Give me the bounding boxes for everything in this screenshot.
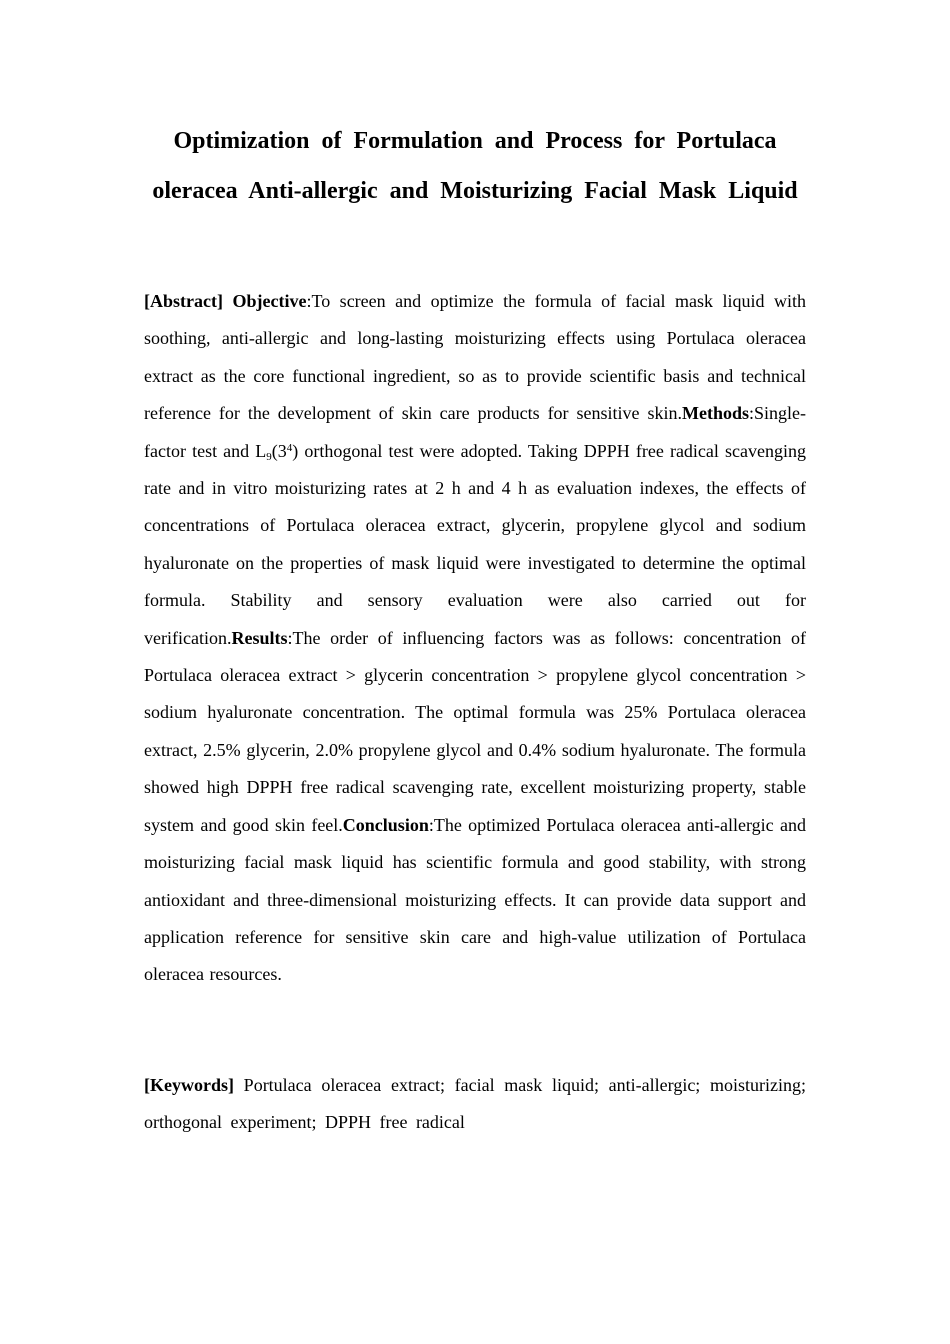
methods-text-after: ) orthogonal test were adopted. Taking DPPH free radical scavenging rate and in vitro moisturizing rates at 2 h and 4 h as evaluation indexes, the effects of concentrations of Portulaca oleracea extract, glycerin, propylene glycol and sodium hyaluronate on the properties of mask liquid were investigated to determine the optimal formula. Stability and sensory evaluation were also carried out for verification.	[144, 440, 806, 648]
objective-label: Objective	[232, 291, 307, 311]
abstract-label: [Abstract]	[144, 291, 223, 311]
paper-title: Optimization of Formulation and Process for Portulaca oleracea Anti-allergic and Moisturizing Facial Mask Liquid	[152, 128, 798, 204]
methods-text-before: :Single-factor test and L	[144, 403, 806, 461]
conclusion-label: Conclusion	[342, 814, 429, 835]
results-text: :The order of influencing factors was as follows: concentration of Portulaca oleracea extract > glycerin concentration > propylene glycol concentration > sodium hyaluronate concentration. The optimal formula was 25% Portulaca oleracea extract, 2.5% glycerin, 2.0% propylene glycol and 0.4% sodium hyaluronate. The formula showed high DPPH free radical scavenging rate, excellent moisturizing property, stable system and good skin feel.	[144, 627, 806, 835]
keywords-paragraph	[144, 1067, 806, 1142]
results-label: Results	[231, 627, 288, 648]
methods-label: Methods	[682, 403, 749, 424]
methods-subscript: 9	[266, 450, 272, 463]
conclusion-text: :The optimized Portulaca oleracea anti-allergic and moisturizing facial mask liquid has scientific formula and good stability, with strong antioxidant and three-dimensional moisturizing effects. It can provide data support and application reference for sensitive skin care and high-value utilization of Portulaca oleracea resources.	[144, 814, 806, 985]
objective-text: :To screen and optimize the formula of facial mask liquid with soothing, anti-allergic and long-lasting moisturizing effects using Portulaca oleracea extract as the core functional ingredient, so as to provide scientific basis and technical reference for the development of skin care products for sensitive skin.	[144, 291, 807, 424]
keywords-label: [Keywords]	[144, 1075, 234, 1095]
keywords-text: Portulaca oleracea extract; facial mask liquid; anti-allergic; moisturizing; orthogonal experiment; DPPH free radical	[144, 1075, 806, 1133]
abstract-paragraph	[144, 283, 806, 994]
methods-superscript: 4	[286, 441, 293, 454]
methods-paren-open: (3	[271, 440, 287, 461]
